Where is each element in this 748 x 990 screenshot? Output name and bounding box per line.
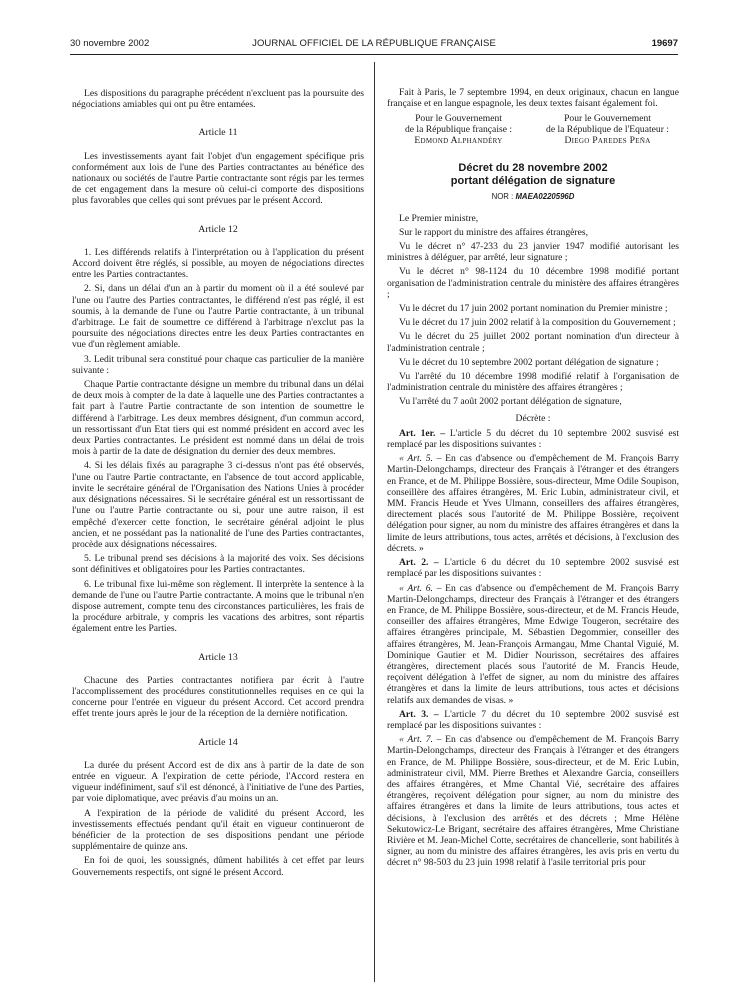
- header-date: 30 novembre 2002: [70, 38, 150, 49]
- header-page-number: 19697: [651, 38, 678, 49]
- signatory-name: Edmond Alphandéry: [414, 135, 503, 147]
- signature-ecuador: [536, 113, 679, 146]
- paragraph: Les dispositions du paragraphe précédent n'excluent pas la poursuite des négociations amiables qui ont pu être entamées.: [72, 88, 364, 111]
- article-text: L'article 5 du décret du 10 septembre 2002 susvisé est remplacé par les dispositions suivantes :: [387, 427, 679, 451]
- paragraph: Fait à Paris, le 7 septembre 1994, en deux originaux, chacun en langue française et en langue espagnole, les deux textes faisant également foi.: [387, 87, 679, 110]
- nor-reference: [387, 191, 679, 202]
- page-header: [70, 38, 678, 54]
- quote-text: En cas d'absence ou d'empêchement de M. François Barry Martin-Delongchamps, directeur des Français à l'étranger et des étrangers en France, et de M. Philippe Bossière, sous-directeur, Mme Odile Soupison, conseillère des affaires étrangères, M. Eric Lubin, administrateur civil, et MM. Francis Heude et Yves Ulmann, conseillers des affaires étrangères, directement placés sous l'autorité de M. Philippe Bossière, reçoivent délégation pour signer, au nom du ministre des affaires étrangères et dans la limite de leurs attributions, tous actes, arrêtés et décisions, à l'exclusion des décrets. »: [387, 453, 679, 554]
- paragraph: 3. Ledit tribunal sera constitué pour chaque cas particulier de la manière suivante :: [72, 353, 364, 376]
- article-11-heading: Article 11: [198, 127, 238, 139]
- visa-paragraph: Vu le décret du 17 juin 2002 portant nomination du Premier ministre ;: [399, 303, 668, 315]
- nor-code: MAEA0220596D: [515, 192, 575, 202]
- article-label: Art. 3. –: [399, 708, 439, 720]
- visa-paragraph: Vu le décret du 17 juin 2002 relatif à la composition du Gouvernement ;: [399, 317, 676, 329]
- signatory-name: Diego Paredes Peña: [564, 135, 651, 147]
- signature-france: [387, 113, 530, 146]
- article-3-paragraph: [387, 709, 679, 731]
- paragraph: Les investissements ayant fait l'objet d'un engagement spécifique pris conformément aux lois de l'une des Parties contractantes au bénéfice des nationaux ou sociétés de l'autre Partie contractante sont régis par les termes de cet engagement dans la mesure où celui-ci comporte des dispositions plus favorables que celles qui sont prévues par le présent Accord.: [72, 150, 364, 207]
- signature-line: de la République française :: [404, 124, 513, 136]
- article-13-heading: Article 13: [198, 651, 238, 663]
- decrete-heading: Décrète :: [515, 412, 551, 424]
- paragraph: En foi de quoi, les soussignés, dûment habilités à cet effet par leurs Gouvernements respectifs, ont signé le présent Accord.: [72, 855, 364, 878]
- visa-paragraph: Vu le décret n° 47-233 du 23 janvier 1947 modifié autorisant les ministres à déléguer, par arrêté, leur signature ;: [387, 241, 679, 264]
- article-2-paragraph: [387, 557, 679, 579]
- column-divider: [374, 62, 375, 982]
- quote-label: « Art. 7. –: [399, 734, 442, 746]
- header-journal-title: JOURNAL OFFICIEL DE LA RÉPUBLIQUE FRANÇAISE: [252, 38, 496, 49]
- paragraph: La durée du présent Accord est de dix ans à partir de la date de son entrée en vigueur. A l'expiration de cette période, l'Accord restera en vigueur indéfiniment, sauf s'il est dénoncé, à l'initiative de l'une des Parties, par voie diplomatique, avec préavis d'au moins un an.: [72, 759, 364, 805]
- signature-line: de la République de l'Equateur :: [546, 124, 669, 136]
- article-7-quote: [387, 734, 679, 868]
- decree-title-line: portant délégation de signature: [450, 175, 616, 188]
- article-1-paragraph: [387, 428, 679, 450]
- article-5-quote: [387, 453, 679, 554]
- article-text: L'article 7 du décret du 10 septembre 2002 susvisé est remplacé par les dispositions suivantes :: [387, 708, 679, 731]
- decree-title: [387, 162, 679, 188]
- paragraph: 6. Le tribunal fixe lui-même son règlement. Il interprète la sentence à la demande de l'une ou l'autre Partie contractante. A moins que le tribunal n'en dispose autrement, compte tenu des circonstances particulières, les frais de la procédure arbitrale, y compris les vacations des arbitres, sont répartis également entre les Parties.: [72, 578, 364, 635]
- paragraph: 2. Si, dans un délai d'un an à partir du moment où il a été soulevé par l'une ou l'autre des Parties contractantes, le différend n'est pas réglé, il est soumis, à la demande de l'une ou l'autre Partie contractante, à un tribunal d'arbitrage. Le fait de soumettre ce différend à l'arbitrage n'exclut pas la poursuite des négociations directes entre les deux Parties contractantes en vue d'un règlement amiable.: [72, 283, 364, 351]
- visa-paragraph: Vu le décret n° 98-1124 du 10 décembre 1998 modifié portant organisation de l'administration centrale du ministère des affaires étrangères ;: [387, 266, 679, 300]
- paragraph: 5. Le tribunal prend ses décisions à la majorité des voix. Ses décisions sont définitives et obligatoires pour les Parties contractantes.: [72, 553, 364, 576]
- left-column: [72, 88, 364, 881]
- decree-title-line: Décret du 28 novembre 2002: [458, 162, 608, 175]
- paragraph: A l'expiration de la période de validité du présent Accord, les investissements effectués pendant qu'il était en vigueur continueront de bénéficier de la protection de ses dispositions pendant une période supplémentaire de quinze ans.: [72, 807, 364, 853]
- paragraph: 4. Si les délais fixés au paragraphe 3 ci-dessus n'ont pas été observés, l'une ou l'autre Partie contractante, en l'absence de tout accord applicable, invite le secrétaire général de l'Organisation des Nations Unies à procéder aux désignations nécessaires. Si le secrétaire général est un ressortissant de l'une ou l'autre Partie contractante ou si, pour une autre raison, il est empêché d'exercer cette fonction, le secrétaire général adjoint le plus ancien, et ne possédant pas la nationalité de l'une des Parties contractantes, procède aux désignations nécessaires.: [72, 460, 364, 550]
- paragraph: Sur le rapport du ministre des affaires étrangères,: [399, 226, 588, 238]
- paragraph: Chaque Partie contractante désigne un membre du tribunal dans un délai de deux mois à compter de la date à laquelle une des Parties contractantes a fait part à l'autre Partie contractante de son intention de soumettre le différend à l'arbitrage. Les deux membres désignent, d'un commun accord, un ressortissant d'un Etat tiers qui est nommé président en accord avec les deux Parties contractantes. Le président est nommé dans un délai de trois mois à partir de la date de désignation du dernier des deux membres.: [72, 379, 364, 458]
- visa-paragraph: Vu le décret du 10 septembre 2002 portant délégation de signature ;: [399, 356, 659, 368]
- quote-text: En cas d'absence ou d'empêchement de M. François Barry Martin-Delongchamps, directeur des Français à l'étranger et des étrangers en France, de M. Philippe Bossière, sous-directeur, et de M. Eric Lubin, administrateur civil, MM. Pierre Brethes et Alexandre Garcia, conseillers des affaires étrangères, et Mme Chantal Vié, secrétaire des affaires étrangères, reçoivent délégation pour signer, au nom du ministre des affaires étrangères et dans la limite de leurs attributions, tous actes et décisions, à l'exclusion des arrêtés et des décrets ; Mme Hélène Sekutowicz-Le Brigant, secrétaire des affaires étrangères, Mme Christiane Rivière et M. Jean-Michel Cotte, secrétaires de chancellerie, sont habilités à signer, au nom du ministre des affaires étrangères, les avis pris en vertu du décret n° 98-503 du 23 juin 1998 relatif à l'asile territorial pris pour: [387, 734, 679, 869]
- visa-paragraph: Vu l'arrêté du 7 août 2002 portant délégation de signature,: [399, 396, 622, 408]
- visa-paragraph: Vu le décret du 25 juillet 2002 portant nomination d'un directeur à l'administration centrale ;: [387, 331, 679, 354]
- nor-label: NOR :: [491, 192, 514, 202]
- quote-text: En cas d'absence ou d'empêchement de M. François Barry Martin-Delongchamps, directeur des Français à l'étranger et des étrangers en France, de M. Philippe Bossière, sous-directeur, et de M. Francis Heude, conseiller des affaires étrangères, Mme Edwige Tougeron, secrétaire des affaires étrangères principale, M. Sébastien Degommier, conseiller des affaires étrangères, M. Jean-François Armangau, Mme Chantal Viguié, M. Dominique Gautier et M. Didier Nourisson, secrétaires des affaires étrangères, directement placés sous l'autorité de M. Francis Heude, reçoivent délégation à l'effet de signer, au nom du ministre des affaires étrangères et dans la limite de leurs attributions, tous actes et décisions relatifs aux demandes de visas. »: [387, 582, 679, 706]
- quote-label: « Art. 6. –: [399, 582, 442, 594]
- visa-paragraph: Vu l'arrêté du 10 décembre 1998 modifié relatif à l'organisation de l'administration centrale du ministère des affaires étrangères ;: [387, 371, 679, 394]
- quote-label: « Art. 5. –: [399, 453, 442, 465]
- paragraph: 1. Les différends relatifs à l'interprétation ou à l'application du présent Accord doivent être réglés, si possible, au moyen de négociations directes entre les Parties contractantes.: [72, 246, 364, 281]
- article-6-quote: [387, 583, 679, 706]
- paragraph: Le Premier ministre,: [399, 212, 479, 224]
- paragraph: Chacune des Parties contractantes notifiera par écrit à l'autre l'accomplissement des procédures constitutionnelles requises en ce qui la concerne pour l'entrée en vigueur du présent Accord. Cet accord prendra effet trente jours après le jour de la réception de la dernière notification.: [72, 674, 364, 720]
- signature-block: [387, 113, 679, 146]
- header-rule: [70, 54, 678, 55]
- article-label: Art. 2. –: [399, 557, 439, 569]
- right-column: [387, 87, 679, 872]
- article-14-heading: Article 14: [198, 736, 238, 748]
- article-12-heading: Article 12: [198, 223, 238, 235]
- signature-line: Pour le Gouvernement: [415, 113, 502, 125]
- article-text: L'article 6 du décret du 10 septembre 2002 susvisé est remplacé par les dispositions suivantes :: [387, 557, 679, 580]
- article-label: Art. 1er. –: [399, 427, 446, 439]
- signature-line: Pour le Gouvernement: [564, 113, 651, 125]
